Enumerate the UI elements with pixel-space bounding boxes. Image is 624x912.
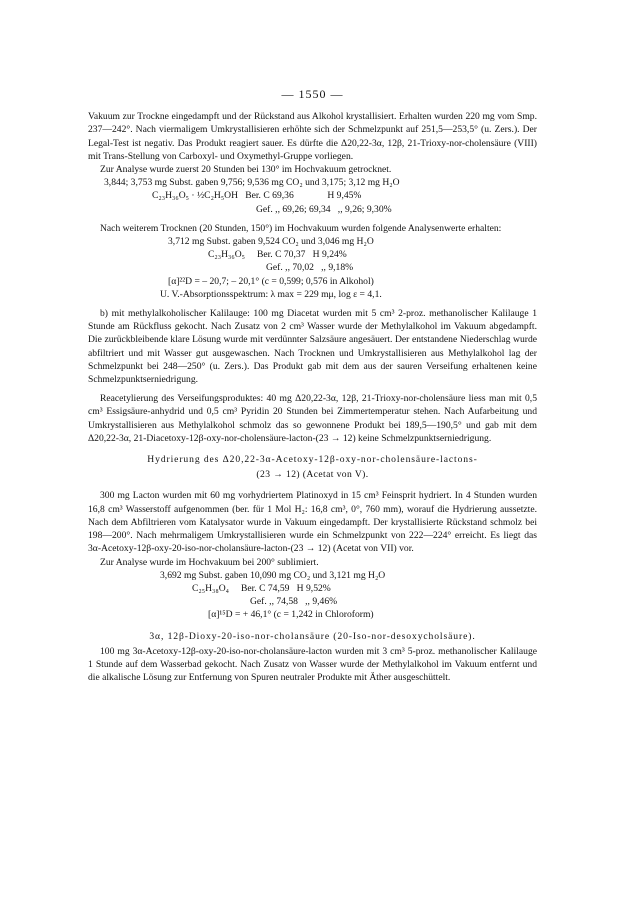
paragraph: Zur Analyse wurde zuerst 20 Stunden bei 130° im Hochvakuum getrocknet.: [100, 164, 392, 176]
paragraph: 300 mg Lacton wurden mit 60 mg vorhydriertem Platinoxyd in 15 cm³ Feinsprit hydriert. In 4 Stunden wurden 16,8 cm³ Wasserstoff aufgenommen (ber. für 1 Mol H₂: 16,8 cm³, 0°, 760 mm), worauf die Hydrierung aussetzte. Nach dem Abfiltrieren vom Katalysator wurde in Vakuum eingedampft. Der krystallisierte Rückstand schmolz bei 198—200°. Nach mehrmaligem Umkrystallisieren wurde ein Schmelzpunkt von 222—224° erreicht. Es liegt das 3α-Acetoxy-12β-oxy-20-iso-nor-cholansäure-lacton-(23 → 12) (Acetat von VII) vor.: [88, 490, 537, 555]
analysis-block: [88, 176, 537, 216]
optical-rotation: [α]²²D = – 20,7; – 20,1° (c = 0,599; 0,576 in Alkohol): [168, 275, 374, 287]
paragraph: Vakuum zur Trockne eingedampft und der Rückstand aus Alkohol krystallisiert. Erhalten wurden 220 mg vom Smp. 237—242°. Nach viermaligem Umkrystallisieren erhöhte sich der Schmelzpunkt auf 251,5—253,5° (u. Zers.). Der Legal-Test ist negativ. Das Produkt reagiert sauer. Es dürfte die Δ20,22-3α, 12β, 21-Trioxy-nor-cholensäure (VIII) mit Trans-Stellung von Carboxyl- und Oxymethyl-Gruppe vorliegen.: [88, 111, 537, 162]
analysis-line: Gef. ,, 70,02 ,, 9,18%: [266, 262, 354, 274]
analysis-line: 3,692 mg Subst. gaben 10,090 mg CO₂ und 3,121 mg H₂O: [160, 569, 386, 581]
paragraph: 100 mg 3α-Acetoxy-12β-oxy-20-iso-nor-cholansäure-lacton wurden mit 3 cm³ 5-proz. methanolischer Kalilauge 1 Stunde auf dem Wasserbad gekocht. Nach Zusatz von Wasser wurde der Methylalkohol im Vakuum entfernt und die alkalische Lösung zur Entfernung von Spuren neutraler Produkte mit Äther ausgeschüttelt.: [88, 645, 537, 684]
page-number: — 1550 —: [281, 87, 344, 101]
analysis-line: Gef. ,, 69,26; 69,34 ,, 9,26; 9,30%: [256, 203, 392, 215]
paragraph: Zur Analyse wurde im Hochvakuum bei 200° sublimiert.: [100, 556, 319, 568]
analysis-block: [88, 569, 537, 622]
section-heading: Hydrierung des Δ20,22-3α-Acetoxy-12β-oxy-nor-cholensäure-lactons-: [147, 454, 478, 466]
analysis-line: 3,844; 3,753 mg Subst. gaben 9,756; 9,536 mg CO₂ und 3,175; 3,12 mg H₂O: [104, 177, 400, 189]
paragraph: b) mit methylalkoholischer Kalilauge: 100 mg Diacetat wurden mit 5 cm³ 2-proz. methanolischer Kalilauge 1 Stunde am Rückfluss gekocht. Nach Zusatz von 2 cm³ Wasser wurde der Methylalkohol im Vakuum abgedampft. Die zurückbleibende klare Lösung wurde mit verdünnter Salzsäure angesäuert. Der entstandene Niederschlag wurde abfiltriert und mit Wasser gut ausgewaschen. Nach Trocknen und Umkrystallisieren aus Methylalkohol lag der Schmelzpunkt bei 248—250° (u. Zers.). Das Produkt gab mit dem aus der sauren Verseifung erhaltenen keine Schmelzpunktserniedrigung.: [88, 308, 537, 386]
analysis-block: [88, 235, 537, 301]
paragraph: Nach weiterem Trocknen (20 Stunden, 150°) im Hochvakuum wurden folgende Analysenwerte erhalten:: [100, 222, 502, 234]
analysis-line: Gef. ,, 74,58 ,, 9,46%: [250, 596, 338, 608]
analysis-line: C₂₃H₃₆O₅ Ber. C 70,37 H 9,24%: [208, 249, 347, 261]
analysis-line: C₂₅H₃₈O₄ Ber. C 74,59 H 9,52%: [192, 582, 331, 594]
optical-rotation: [α]¹⁵D = + 46,1° (c = 1,242 in Chloroform): [208, 609, 374, 621]
section-heading: 3α, 12β-Dioxy-20-iso-nor-cholansäure (20-Iso-nor-desoxycholsäure).: [149, 630, 476, 642]
analysis-line: C₂₃H₃₆O₅ · ½C₂H₅OH Ber. C 69,36 H 9,45%: [152, 190, 362, 202]
paragraph: Reacetylierung des Verseifungsproduktes: 40 mg Δ20,22-3α, 12β, 21-Trioxy-nor-cholensäure liess man mit 0,5 cm³ Essigsäure-anhydrid und 0,5 cm³ Pyridin 20 Stunden bei Zimmertemperatur stehen. Nach Aufarbeitung und Umkrystallisieren aus Methylalkohol schmolz das so gewonnene Produkt bei 189,5—190,5° und gab mit dem Δ20,22-3α, 21-Diacetoxy-12β-oxy-nor-cholensäure-lacton-(23 → 12) keine Schmelzpunktserniedrigung.: [88, 393, 537, 444]
uv-spectrum: U. V.-Absorptionsspektrum: λ max = 229 mμ, log ε = 4,1.: [160, 288, 382, 300]
section-heading: (23 → 12) (Acetat von V).: [256, 469, 369, 481]
analysis-line: 3,712 mg Subst. gaben 9,524 CO₂ und 3,046 mg H₂O: [168, 236, 374, 248]
document-page: [88, 88, 537, 684]
